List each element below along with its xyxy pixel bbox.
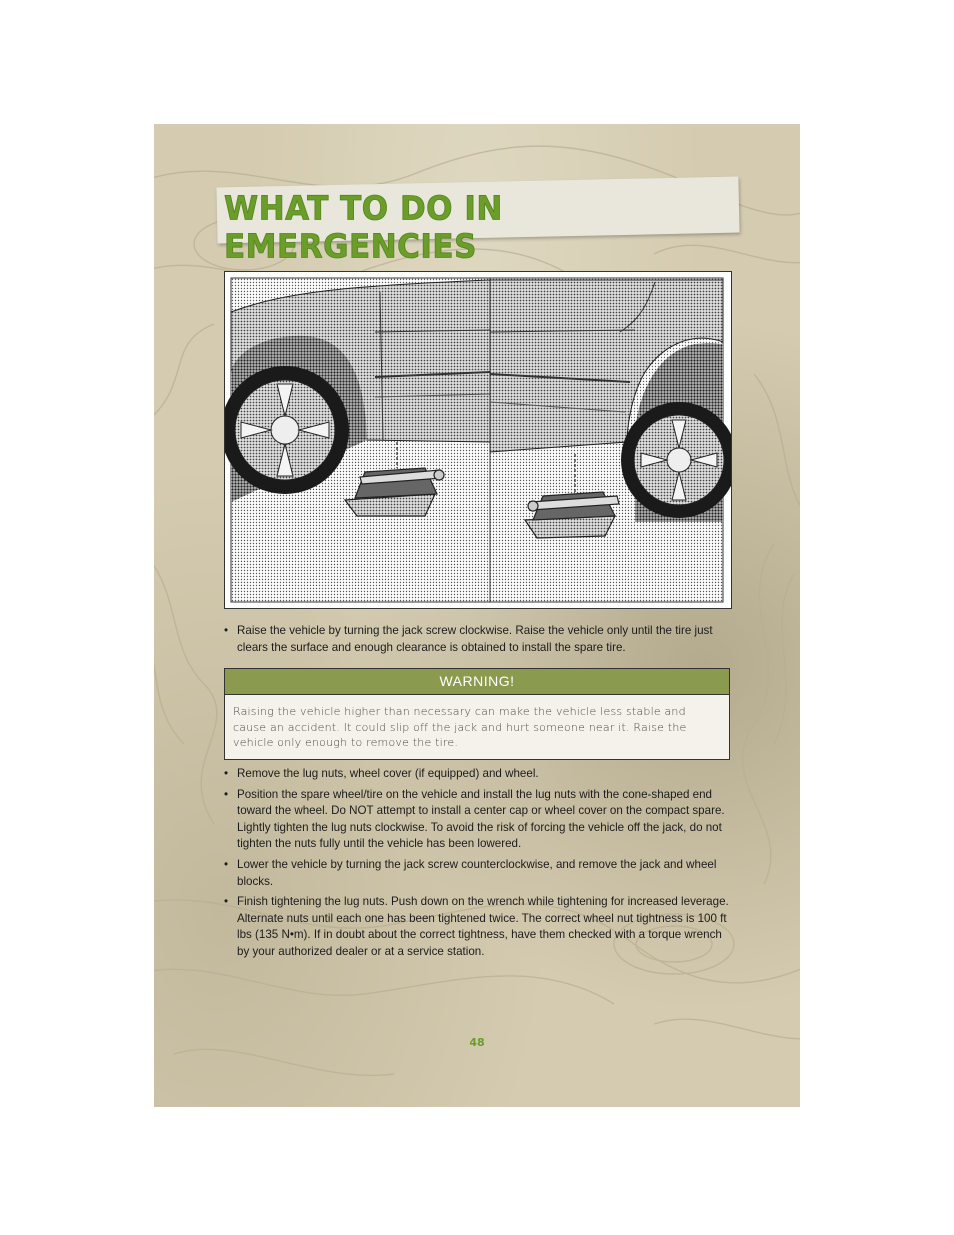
list-item: • Raise the vehicle by turning the jack screw clockwise. Raise the vehicle only until the tire just clears the surface and enough clearance is obtained to install the spare tire.	[224, 623, 730, 656]
list-item: • Finish tightening the lug nuts. Push down on the wrench while tightening for increased leverage. Alternate nuts until each one has been tightened twice. The correct wheel nut tightness is 100 ft lbs (135 N•m). If in doubt about the correct tightness, have them checked with a torque wrench by your authorized dealer or at a service station.	[224, 894, 730, 960]
page-number: 48	[469, 1036, 485, 1049]
page-title: WHAT TO DO IN EMERGENCIES	[224, 190, 503, 266]
list-item: • Lower the vehicle by turning the jack screw counterclockwise, and remove the jack and wheel blocks.	[224, 857, 730, 890]
list-item: • Position the spare wheel/tire on the vehicle and install the lug nuts with the cone-shaped end toward the wheel. Do NOT attempt to install a center cap or wheel cover on the compact spare. Lightly tighten the lug nuts clockwise. To avoid the risk of forcing the vehicle off the jack, do not tighten the nuts fully until the vehicle has been lowered.	[224, 787, 730, 853]
warning-text: Raising the vehicle higher than necessary can make the vehicle less stable and cause an accident. It could slip off the jack and hurt someone near it. Raise the vehicle only enough to remove the tire.	[233, 705, 687, 749]
bullet-list-bottom	[224, 766, 730, 965]
page	[154, 124, 800, 1107]
warning-label: WARNING!	[225, 669, 729, 695]
bullet-list-top	[224, 623, 730, 660]
warning-box	[224, 668, 730, 760]
list-item: • Remove the lug nuts, wheel cover (if equipped) and wheel.	[224, 766, 730, 783]
jack-illustration	[224, 271, 732, 609]
